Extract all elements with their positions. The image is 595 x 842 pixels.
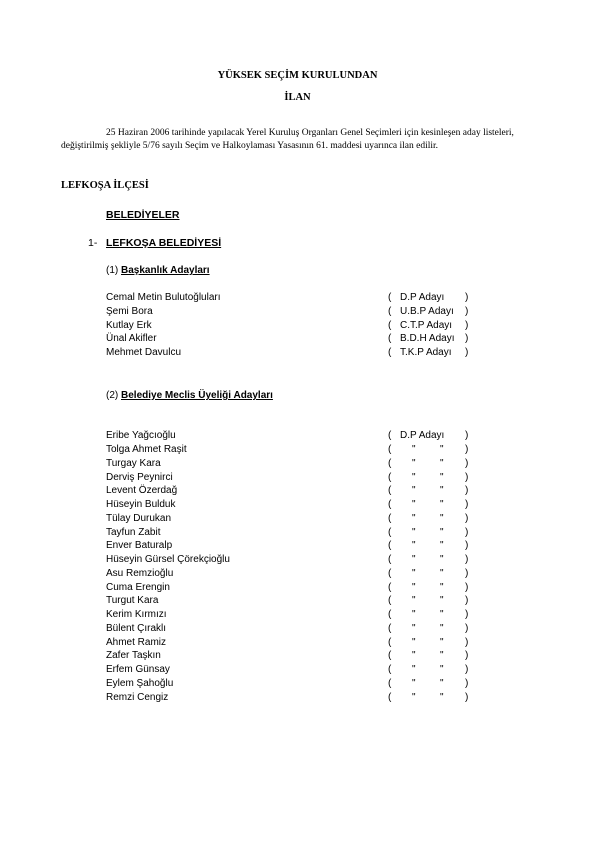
- party-open-paren: (: [388, 333, 392, 345]
- candidate-name: Tayfun Zabit: [106, 526, 161, 538]
- ditto-mark: ": [412, 540, 416, 552]
- council-candidate-row: [0, 595, 595, 609]
- council-candidate-row: [0, 430, 595, 444]
- council-candidate-row: [0, 623, 595, 637]
- mayor-section-heading: [106, 265, 210, 276]
- candidate-name: Derviş Peynirci: [106, 471, 173, 483]
- party-label: U.B.P Adayı: [400, 305, 454, 317]
- party-close-paren: ): [465, 595, 469, 607]
- party-close-paren: ): [465, 471, 469, 483]
- ditto-mark: ": [440, 444, 444, 455]
- ditto-mark: ": [440, 471, 444, 483]
- mayor-candidate-row: [0, 320, 595, 334]
- candidate-name: Eribe Yağcıoğlu: [106, 430, 176, 441]
- council-candidate-row: [0, 692, 595, 706]
- council-candidate-row: [0, 513, 595, 527]
- ditto-mark: ": [412, 595, 416, 607]
- council-section-heading: [106, 390, 273, 401]
- ditto-mark: ": [412, 554, 416, 565]
- candidate-name: Ünal Akifler: [106, 333, 157, 345]
- ditto-mark: ": [440, 636, 444, 648]
- candidate-name: Kutlay Erk: [106, 319, 152, 331]
- mayor-section-number: (1): [106, 265, 119, 276]
- candidate-name: Cuma Erengin: [106, 581, 170, 593]
- party-open-paren: (: [388, 457, 392, 469]
- council-candidate-row: [0, 458, 595, 472]
- party-close-paren: ): [465, 691, 469, 703]
- municipality-name: LEFKOŞA BELEDİYESİ: [106, 237, 222, 249]
- ditto-mark: ": [412, 526, 416, 538]
- ditto-mark: ": [412, 499, 416, 510]
- mayor-candidate-row: [0, 292, 595, 306]
- party-close-paren: ): [465, 636, 469, 648]
- candidate-name: Enver Baturalp: [106, 540, 173, 552]
- party-close-paren: ): [465, 485, 469, 497]
- party-close-paren: ): [465, 622, 469, 634]
- mayor-candidate-row: [0, 306, 595, 320]
- party-close-paren: ): [465, 554, 469, 565]
- party-close-paren: ): [465, 430, 469, 441]
- council-candidate-row: [0, 637, 595, 651]
- ditto-mark: ": [440, 485, 444, 497]
- document-title: YÜKSEK SEÇİM KURULUNDAN: [217, 70, 378, 81]
- ditto-mark: ": [412, 581, 416, 593]
- candidate-name: Şemi Bora: [106, 305, 153, 317]
- party-close-paren: ): [465, 609, 469, 620]
- party-open-paren: (: [388, 609, 392, 620]
- party-close-paren: ): [465, 444, 469, 455]
- party-close-paren: ): [465, 664, 469, 675]
- council-candidate-row: [0, 664, 595, 678]
- party-open-paren: (: [388, 305, 392, 317]
- party-close-paren: ): [465, 457, 469, 469]
- party-open-paren: (: [388, 540, 392, 552]
- candidate-name: Mehmet Davulcu: [106, 347, 182, 359]
- ditto-mark: ": [412, 691, 416, 703]
- candidate-name: Bülent Çıraklı: [106, 622, 167, 634]
- ditto-mark: ": [440, 622, 444, 634]
- party-open-paren: (: [388, 650, 392, 662]
- party-close-paren: ): [465, 567, 469, 579]
- ditto-mark: ": [412, 512, 416, 524]
- ditto-mark: ": [440, 457, 444, 469]
- ditto-mark: ": [440, 595, 444, 607]
- ditto-mark: ": [440, 691, 444, 703]
- candidate-name: Levent Özerdağ: [106, 485, 178, 497]
- mayor-candidate-row: [0, 333, 595, 347]
- party-close-paren: ): [465, 333, 469, 345]
- ditto-mark: ": [412, 444, 416, 455]
- party-close-paren: ): [465, 499, 469, 510]
- ditto-mark: ": [440, 526, 444, 538]
- party-close-paren: ): [465, 677, 469, 689]
- council-candidate-row: [0, 678, 595, 692]
- party-label: D.P Adayı: [400, 292, 445, 303]
- ditto-mark: ": [440, 677, 444, 689]
- party-open-paren: (: [388, 664, 392, 675]
- party-close-paren: ): [465, 581, 469, 593]
- ditto-mark: ": [412, 567, 416, 579]
- district-heading: LEFKOŞA İLÇESİ: [61, 180, 149, 191]
- ditto-mark: ": [412, 677, 416, 689]
- candidate-name: Tolga Ahmet Raşit: [106, 444, 187, 455]
- party-open-paren: (: [388, 691, 392, 703]
- party-label: T.K.P Adayı: [400, 347, 452, 359]
- party-open-paren: (: [388, 595, 392, 607]
- party-close-paren: ): [465, 540, 469, 552]
- candidate-name: Ahmet Ramiz: [106, 636, 167, 648]
- party-close-paren: ): [465, 305, 469, 317]
- candidate-name: Tülay Durukan: [106, 512, 172, 524]
- party-label: B.D.H Adayı: [400, 333, 455, 345]
- ditto-mark: ": [440, 664, 444, 675]
- council-candidate-row: [0, 568, 595, 582]
- party-open-paren: (: [388, 499, 392, 510]
- candidate-name: Remzi Cengiz: [106, 691, 169, 703]
- ditto-mark: ": [412, 471, 416, 483]
- ditto-mark: ": [440, 567, 444, 579]
- ditto-mark: ": [412, 622, 416, 634]
- council-candidate-row: [0, 527, 595, 541]
- intro-text: 25 Haziran 2006 tarihinde yapılacak Yerel Kuruluş Organları Genel Seçimleri için kesinleşen aday listeleri, değiştirilmiş şekliyle 5/76 sayılı Seçim ve Halkoylaması Yasasının 61. maddesi uyarınca ilan edilir.: [61, 128, 514, 151]
- ditto-mark: ": [412, 650, 416, 662]
- party-open-paren: (: [388, 677, 392, 689]
- council-candidate-row: [0, 650, 595, 664]
- party-open-paren: (: [388, 526, 392, 538]
- council-candidate-row: [0, 485, 595, 499]
- party-label: D.P Adayı: [400, 430, 445, 441]
- candidate-name: Hüseyin Gürsel Çörekçioğlu: [106, 554, 230, 565]
- candidate-name: Eylem Şahoğlu: [106, 677, 174, 689]
- party-open-paren: (: [388, 444, 392, 455]
- candidate-name: Turgay Kara: [106, 457, 161, 469]
- council-candidate-row: [0, 472, 595, 486]
- candidate-name: Cemal Metin Bulutoğluları: [106, 292, 221, 303]
- ditto-mark: ": [412, 609, 416, 620]
- candidate-name: Asu Remzioğlu: [106, 567, 174, 579]
- party-open-paren: (: [388, 567, 392, 579]
- party-open-paren: (: [388, 485, 392, 497]
- candidate-name: Zafer Taşkın: [106, 650, 161, 662]
- ditto-mark: ": [440, 609, 444, 620]
- mayor-candidate-row: [0, 347, 595, 361]
- ditto-mark: ": [440, 581, 444, 593]
- council-candidate-row: [0, 444, 595, 458]
- candidate-name: Turgut Kara: [106, 595, 159, 607]
- council-candidate-row: [0, 554, 595, 568]
- council-candidate-row: [0, 609, 595, 623]
- ditto-mark: ": [440, 499, 444, 510]
- candidate-name: Hüseyin Bulduk: [106, 499, 176, 510]
- council-section-number: (2): [106, 390, 119, 401]
- ditto-mark: ": [412, 636, 416, 648]
- candidate-name: Erfem Günsay: [106, 664, 170, 675]
- ditto-mark: ": [440, 554, 444, 565]
- party-open-paren: (: [388, 347, 392, 359]
- mayor-section-title: Başkanlık Adayları: [121, 265, 210, 276]
- ditto-mark: ": [440, 512, 444, 524]
- party-open-paren: (: [388, 581, 392, 593]
- party-label: C.T.P Adayı: [400, 319, 453, 331]
- party-close-paren: ): [465, 512, 469, 524]
- party-open-paren: (: [388, 636, 392, 648]
- ditto-mark: ": [440, 650, 444, 662]
- intro-paragraph: [61, 127, 536, 153]
- party-open-paren: (: [388, 292, 392, 303]
- council-section-title: Belediye Meclis Üyeliği Adayları: [121, 390, 273, 401]
- candidate-name: Kerim Kırmızı: [106, 609, 167, 620]
- party-close-paren: ): [465, 526, 469, 538]
- party-close-paren: ): [465, 319, 469, 331]
- ditto-mark: ": [412, 457, 416, 469]
- council-candidate-row: [0, 499, 595, 513]
- council-candidate-row: [0, 582, 595, 596]
- category-heading: BELEDİYELER: [106, 209, 180, 221]
- ditto-mark: ": [412, 664, 416, 675]
- document-subtitle: İLAN: [284, 92, 311, 103]
- party-open-paren: (: [388, 471, 392, 483]
- party-close-paren: ): [465, 347, 469, 359]
- municipality-number: 1-: [88, 237, 98, 249]
- party-close-paren: ): [465, 292, 469, 303]
- council-candidate-row: [0, 540, 595, 554]
- party-open-paren: (: [388, 319, 392, 331]
- party-open-paren: (: [388, 554, 392, 565]
- party-open-paren: (: [388, 622, 392, 634]
- party-close-paren: ): [465, 650, 469, 662]
- ditto-mark: ": [412, 485, 416, 497]
- ditto-mark: ": [440, 540, 444, 552]
- party-open-paren: (: [388, 430, 392, 441]
- party-open-paren: (: [388, 512, 392, 524]
